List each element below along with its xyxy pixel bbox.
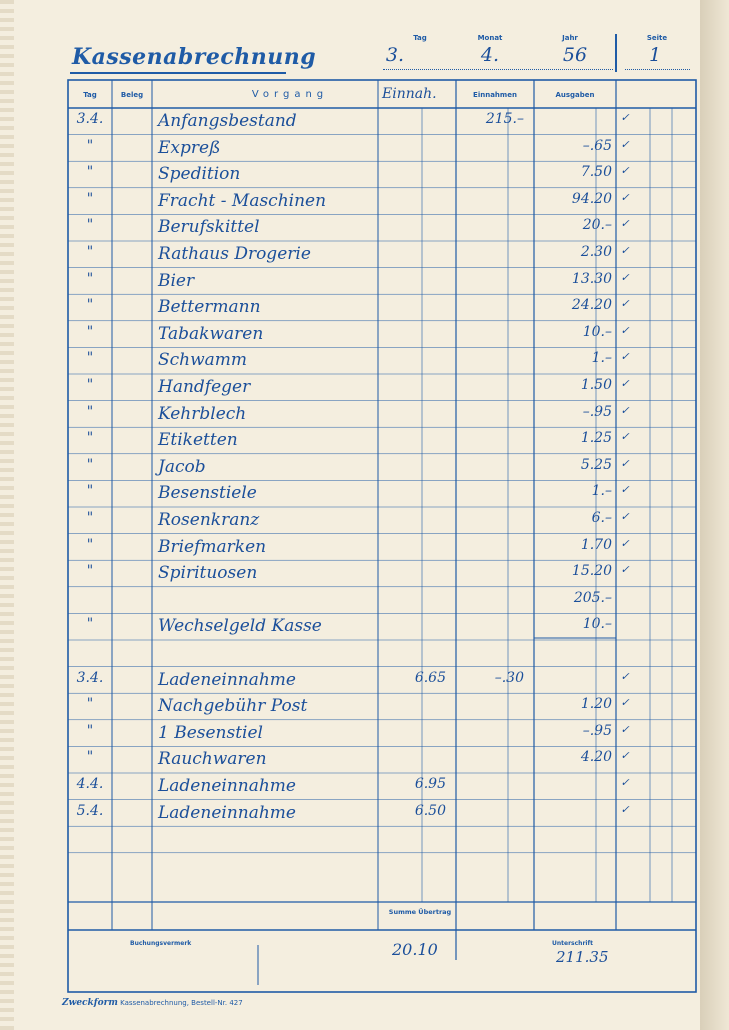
row-check-mark: ✓ bbox=[620, 111, 630, 124]
row-tag: 4.4. bbox=[76, 776, 104, 792]
row-vorgang: Bier bbox=[158, 270, 195, 291]
row-vorgang: Rathaus Drogerie bbox=[158, 244, 311, 264]
row-tag: " bbox=[86, 164, 94, 181]
row-vorgang: Briefmarken bbox=[158, 536, 267, 557]
row-vorgang: Wechselgeld Kasse bbox=[158, 616, 322, 637]
row-vorgang: Kehrblech bbox=[158, 403, 247, 424]
seite-label: Seite bbox=[646, 34, 668, 42]
row-tag: " bbox=[86, 377, 94, 393]
row-tag: " bbox=[86, 536, 94, 553]
row-check-mark: ✓ bbox=[620, 536, 630, 550]
row-check-mark: ✓ bbox=[620, 456, 630, 470]
row-check-mark: ✓ bbox=[620, 776, 630, 789]
row-check-mark: ✓ bbox=[620, 164, 630, 178]
monat-label: Monat bbox=[477, 34, 503, 42]
row-tag: " bbox=[86, 403, 94, 420]
row-ausgaben: 13.30 bbox=[571, 270, 612, 287]
row-ausgaben: 2.30 bbox=[580, 244, 612, 260]
row-tag: " bbox=[86, 563, 94, 580]
row-tag: " bbox=[86, 456, 94, 473]
brand-text: Kassenabrechnung, Bestell-Nr. 427 bbox=[120, 999, 243, 1007]
row-check-mark: ✓ bbox=[620, 483, 630, 497]
buchungsvermerk-label: Buchungsvermerk bbox=[130, 940, 192, 947]
row-ausgaben: 24.20 bbox=[571, 297, 612, 314]
date-dotted-line bbox=[383, 69, 613, 70]
jahr-value: 56 bbox=[562, 44, 588, 66]
row-tag: " bbox=[86, 430, 94, 447]
row-tag: " bbox=[86, 722, 94, 739]
row-ausgaben: 4.20 bbox=[580, 749, 612, 766]
row-ausgaben: 7.50 bbox=[580, 164, 612, 181]
row-check-mark: ✓ bbox=[620, 403, 630, 417]
row-vorgang: Ladeneinnahme bbox=[158, 669, 296, 690]
row-tag: " bbox=[86, 217, 94, 234]
col-header-einnahmen: Einnahmen bbox=[473, 91, 517, 99]
row-tag: " bbox=[86, 483, 94, 500]
tag-label: Tag bbox=[413, 34, 427, 42]
row-vorgang: Fracht - Maschinen bbox=[158, 190, 327, 211]
row-tag: " bbox=[86, 749, 94, 766]
col-header-ausgaben: Ausgaben bbox=[555, 91, 595, 99]
monat-value: 4. bbox=[480, 44, 500, 66]
row-vorgang: 1 Besenstiel bbox=[158, 722, 263, 743]
row-tag: 3.4. bbox=[76, 669, 104, 686]
row-ausgaben: –.95 bbox=[582, 403, 612, 420]
col-header-beleg: Beleg bbox=[120, 91, 144, 99]
unterschrift-value: 211.35 bbox=[556, 948, 609, 966]
row-vorgang: Ladeneinnahme bbox=[158, 776, 296, 796]
row-vorgang: Berufskittel bbox=[158, 217, 260, 238]
footer-brand bbox=[62, 998, 243, 1008]
header-divider bbox=[615, 34, 617, 72]
row-ausgaben: –.65 bbox=[582, 137, 612, 154]
row-vorgang: Tabakwaren bbox=[158, 323, 264, 344]
row-tag: " bbox=[86, 244, 94, 260]
row-check-mark: ✓ bbox=[620, 350, 630, 364]
row-ausgaben: 15.20 bbox=[571, 563, 612, 580]
row-check-mark: ✓ bbox=[620, 722, 630, 736]
row-tag: " bbox=[86, 510, 94, 526]
row-vorgang: Bettermann bbox=[158, 297, 261, 318]
row-check-mark: ✓ bbox=[620, 137, 630, 151]
row-ausgaben: 5.25 bbox=[580, 456, 612, 473]
row-einnah: 6.50 bbox=[414, 802, 446, 819]
row-ausgaben: 1.20 bbox=[580, 696, 612, 713]
row-check-mark: ✓ bbox=[620, 563, 630, 577]
row-vorgang: Jacob bbox=[158, 456, 206, 477]
row-ausgaben: 1.50 bbox=[580, 377, 612, 393]
row-check-mark: ✓ bbox=[620, 377, 630, 390]
row-vorgang: Ladeneinnahme bbox=[158, 802, 296, 823]
row-check-mark: ✓ bbox=[620, 430, 630, 444]
row-ausgaben: 94.20 bbox=[571, 190, 612, 207]
row-vorgang: Anfangsbestand bbox=[158, 111, 297, 131]
row-vorgang: Besenstiele bbox=[158, 483, 257, 504]
row-check-mark: ✓ bbox=[620, 297, 630, 311]
summe-value: 20.10 bbox=[392, 940, 438, 959]
row-ausgaben: 1.25 bbox=[580, 430, 612, 447]
row-tag: " bbox=[86, 323, 94, 340]
col-header-vorgang: Vorgang bbox=[251, 89, 329, 100]
row-check-mark: ✓ bbox=[620, 696, 630, 710]
row-ausgaben: 1.70 bbox=[580, 536, 612, 553]
row-check-mark: ✓ bbox=[620, 749, 630, 763]
row-check-mark: ✓ bbox=[620, 669, 630, 683]
tag-value: 3. bbox=[385, 44, 405, 66]
row-tag: " bbox=[86, 190, 94, 207]
summe-uebertrag-label: Summe Übertrag bbox=[388, 908, 452, 916]
brand-logo: Zweckform bbox=[62, 998, 118, 1008]
row-tag: " bbox=[86, 137, 94, 154]
title-underline bbox=[70, 72, 286, 74]
row-tag: " bbox=[86, 297, 94, 314]
row-check-mark: ✓ bbox=[620, 190, 630, 204]
row-check-mark: ✓ bbox=[620, 510, 630, 523]
form-title: Kassenabrechnung bbox=[72, 44, 317, 70]
row-ausgaben: –.95 bbox=[582, 722, 612, 739]
row-einnahmen: 215.– bbox=[485, 111, 524, 127]
row-einnahmen: –.30 bbox=[494, 669, 524, 686]
seite-dotted-line bbox=[625, 69, 690, 70]
row-ausgaben: 1.– bbox=[591, 483, 612, 500]
row-check-mark: ✓ bbox=[620, 244, 630, 257]
row-ausgaben: 10.– bbox=[582, 616, 612, 633]
col-header-einnah-handwritten: Einnah. bbox=[382, 86, 437, 102]
row-ausgaben: 205.– bbox=[573, 589, 612, 606]
unterschrift-label: Unterschrift bbox=[552, 940, 593, 947]
row-ausgaben: 6.– bbox=[591, 510, 612, 526]
row-einnah: 6.95 bbox=[414, 776, 446, 792]
row-check-mark: ✓ bbox=[620, 323, 630, 337]
row-ausgaben: 1.– bbox=[591, 350, 612, 367]
row-check-mark: ✓ bbox=[620, 802, 630, 816]
row-ausgaben: 10.– bbox=[582, 323, 612, 340]
row-ausgaben: 20.– bbox=[582, 217, 612, 234]
row-tag: " bbox=[86, 350, 94, 367]
row-tag: 3.4. bbox=[76, 111, 104, 127]
page-edge bbox=[700, 0, 729, 1030]
row-vorgang: Etiketten bbox=[158, 430, 238, 451]
row-vorgang: Schwamm bbox=[158, 350, 248, 371]
row-vorgang: Spirituosen bbox=[158, 563, 258, 584]
row-check-mark: ✓ bbox=[620, 217, 630, 231]
row-vorgang: Nachgebühr Post bbox=[158, 696, 308, 717]
col-header-tag: Tag bbox=[83, 91, 97, 99]
row-einnah: 6.65 bbox=[414, 669, 446, 686]
row-vorgang: Rosenkranz bbox=[158, 510, 260, 530]
jahr-label: Jahr bbox=[562, 34, 578, 42]
binding-edge bbox=[0, 0, 14, 1030]
row-check-mark: ✓ bbox=[620, 270, 630, 284]
row-tag: 5.4. bbox=[76, 802, 104, 819]
row-vorgang: Handfeger bbox=[158, 377, 251, 397]
row-tag: " bbox=[86, 270, 94, 287]
row-vorgang: Rauchwaren bbox=[158, 749, 267, 770]
row-tag: " bbox=[86, 696, 94, 713]
row-vorgang: Spedition bbox=[158, 164, 241, 185]
row-tag: " bbox=[86, 616, 94, 633]
row-vorgang: Expreß bbox=[158, 137, 221, 158]
seite-value: 1 bbox=[648, 44, 662, 66]
